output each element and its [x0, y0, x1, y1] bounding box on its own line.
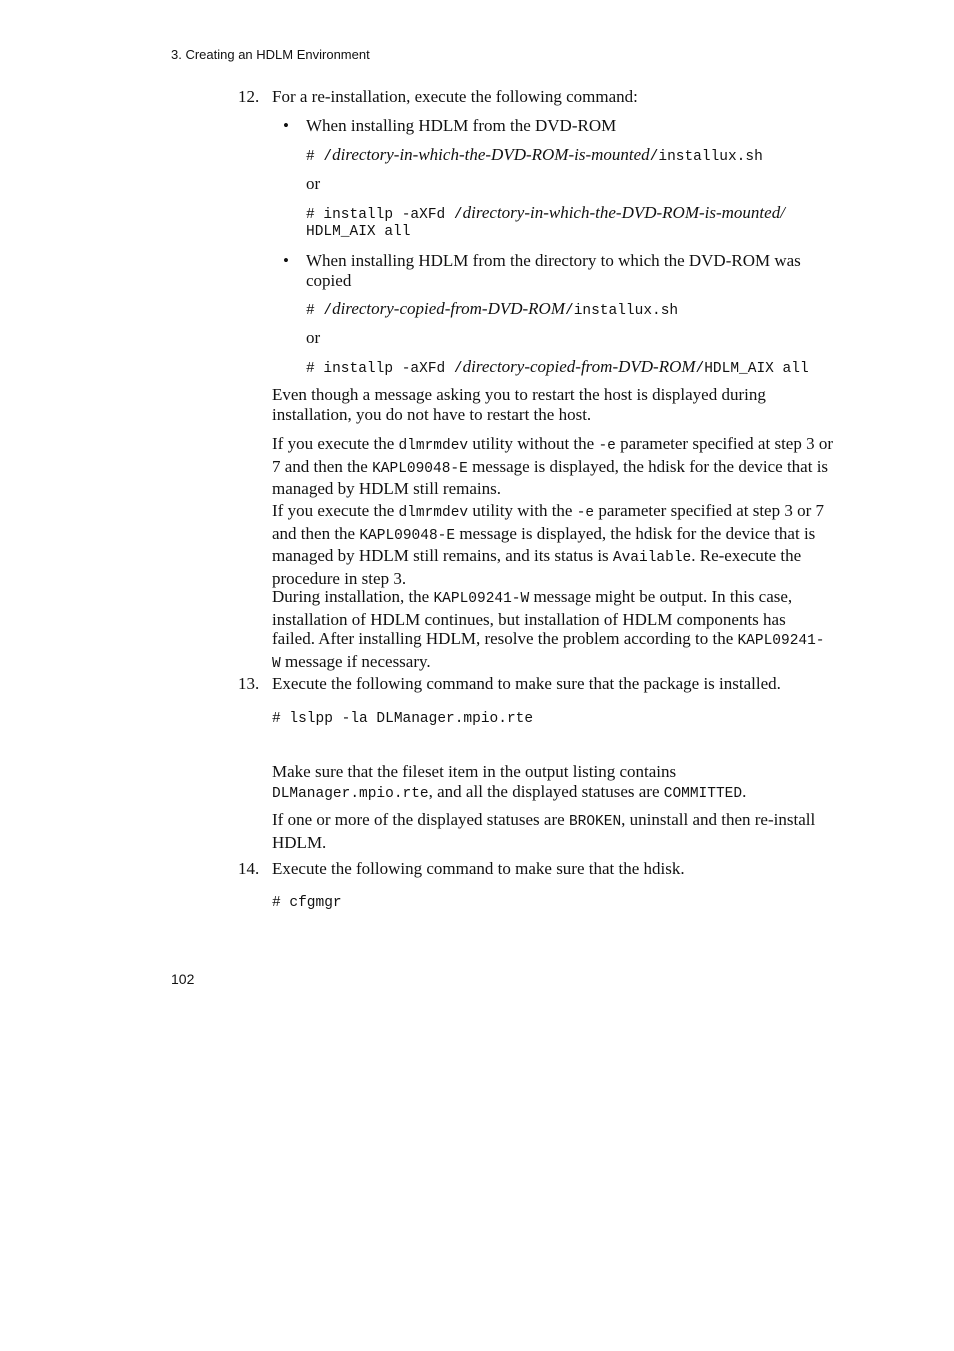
step-14-intro: Execute the following command to make sure that the hdisk.	[272, 859, 685, 878]
fileset-check-note: Make sure that the fileset item in the output listing contains DLManager.mpio.rte, and all the displayed statuses are COMMITTED.	[272, 762, 747, 802]
code-suffix: /installux.sh	[565, 303, 679, 319]
bullet-marker: •	[283, 116, 289, 135]
bullet-1-text: When installing HDLM from the DVD-ROM	[306, 116, 617, 135]
code-suffix: /HDLM_AIX all	[695, 361, 809, 377]
dlmrmdev-without-e-note: If you execute the dlmrmdev utility without the -e parameter specified at step 3 or 7 and then the KAPL09048-E message is displayed, the hdisk for the device that is managed by HDLM still remains.	[272, 434, 833, 498]
code-placeholder: directory-in-which-the-DVD-ROM-is-mounted	[332, 145, 650, 164]
page-number: 102	[171, 971, 195, 987]
code-suffix: /installux.sh	[649, 149, 763, 165]
code-lslpp: # lslpp -la DLManager.mpio.rte	[272, 711, 534, 727]
step-12-number: 12.	[238, 87, 260, 106]
step-12-intro: For a re-installation, execute the following command:	[272, 87, 638, 106]
code-cfgmgr: # cfgmgr	[272, 895, 342, 911]
step-14-number: 14.	[238, 859, 260, 878]
code-installp-dvd-line2: HDLM_AIX all	[306, 224, 411, 240]
dlmrmdev-with-e-note: If you execute the dlmrmdev utility with the -e parameter specified at step 3 or 7 and then the KAPL09048-E message is displayed, the hdisk for the device that is managed by HDLM still remains, and its status is Available. Re-execute the procedure in step 3.	[272, 501, 825, 588]
code-installp-copied	[306, 357, 809, 380]
or-separator: or	[306, 328, 321, 347]
code-prefix: # installp -aXFd /	[306, 361, 463, 377]
code-slash: /	[780, 203, 785, 222]
step-13-intro: Execute the following command to make sure that the package is installed.	[272, 674, 781, 693]
code-install-dvd	[306, 145, 763, 168]
or-separator: or	[306, 174, 321, 193]
broken-status-note: If one or more of the displayed statuses are BROKEN, uninstall and then re-install HDLM.	[272, 810, 816, 852]
code-prefix: # installp -aXFd /	[306, 207, 463, 223]
restart-note: Even though a message asking you to restart the host is displayed during installation, you do not have to restart the host.	[272, 385, 766, 424]
code-install-copied	[306, 299, 678, 322]
code-prefix: # /	[306, 303, 333, 319]
kapl09241-note: During installation, the KAPL09241-W message might be output. In this case, installation of HDLM continues, but installation of HDLM components has failed. After installing HDLM, resolve the problem according to the KAPL09241-W message if necessary.	[272, 587, 825, 672]
code-prefix: # /	[306, 149, 333, 165]
code-placeholder: directory-copied-from-DVD-ROM	[332, 299, 565, 318]
bullet-marker: •	[283, 251, 289, 270]
step-13-number: 13.	[238, 674, 260, 693]
code-placeholder: directory-in-which-the-DVD-ROM-is-mounted	[462, 203, 781, 222]
code-placeholder: directory-copied-from-DVD-ROM	[462, 357, 696, 376]
running-header: 3. Creating an HDLM Environment	[171, 47, 370, 62]
bullet-2-text: When installing HDLM from the directory to which the DVD-ROM was copied	[306, 251, 801, 290]
